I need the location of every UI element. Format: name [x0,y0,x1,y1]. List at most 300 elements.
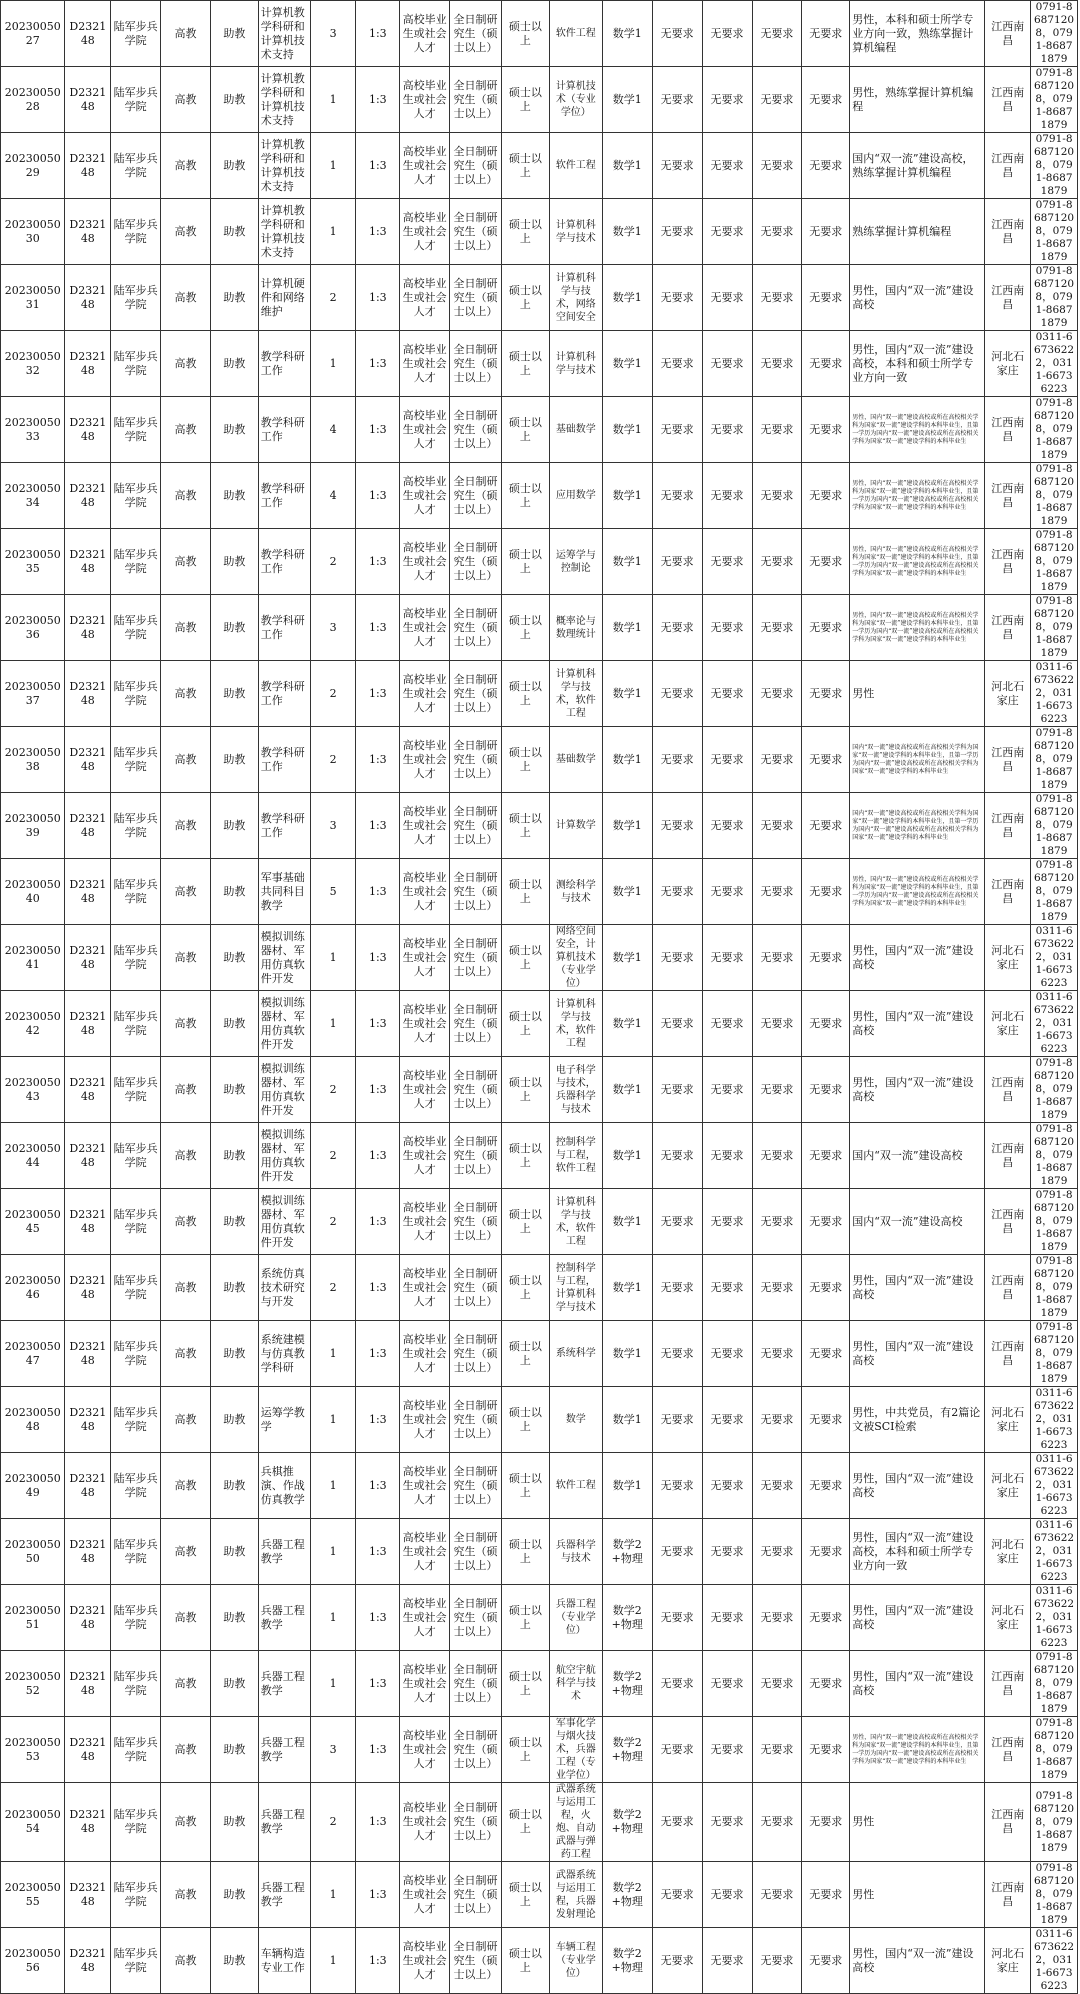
cell-major: 软件工程 [549,1,602,67]
cell-count: 2 [310,265,356,331]
cell-exam: 数学2+物理 [602,1928,652,1994]
cell-education: 全日制研究生（硕士以上） [450,1783,502,1862]
cell-req1: 无要求 [652,265,702,331]
cell-phone: 0791-86871208，0791-86871879 [1031,793,1078,859]
cell-id: 2023005056 [1,1928,65,1994]
cell-location: 江西南昌 [985,529,1031,595]
cell-id: 2023005034 [1,463,65,529]
cell-education: 全日制研究生（硕士以上） [450,793,502,859]
cell-req1: 无要求 [652,1928,702,1994]
cell-degree: 硕士以上 [502,1255,550,1321]
cell-location: 江西南昌 [985,265,1031,331]
cell-unit_code: D232148 [65,1189,111,1255]
cell-req2: 无要求 [702,793,752,859]
cell-count: 1 [310,1321,356,1387]
cell-post: 兵器工程教学 [258,1651,310,1717]
cell-req1: 无要求 [652,727,702,793]
cell-exam: 数学1 [602,1321,652,1387]
cell-phone: 0791-86871208，0791-86871879 [1031,1,1078,67]
cell-unit_code: D232148 [65,133,111,199]
cell-phone: 0791-86871208，0791-86871879 [1031,1189,1078,1255]
cell-count: 1 [310,1928,356,1994]
cell-category: 高教 [161,1453,211,1519]
cell-ratio: 1:3 [356,331,400,397]
cell-phone: 0791-86871208，0791-86871879 [1031,1123,1078,1189]
cell-category: 高教 [161,67,211,133]
cell-req3: 无要求 [752,1585,802,1651]
cell-post: 教学科研工作 [258,463,310,529]
cell-count: 2 [310,529,356,595]
cell-id: 2023005039 [1,793,65,859]
cell-unit_code: D232148 [65,1651,111,1717]
cell-unit_code: D232148 [65,529,111,595]
cell-education: 全日制研究生（硕士以上） [450,331,502,397]
cell-id: 2023005045 [1,1189,65,1255]
table-row [1,1783,1078,1862]
cell-post: 系统建模与仿真教学科研 [258,1321,310,1387]
cell-other: 国内“双一流”建设高校或所在高校相关学科为国家“双一流”建设学科的本科毕业生，且第一学历为国内“双一流”建设高校或所在高校相关学科为国家“双一流”建设学科的本科毕业生 [850,793,985,859]
cell-major: 计算数学 [549,793,602,859]
cell-other: 男性 [850,1783,985,1862]
cell-phone: 0791-86871208，0791-86871879 [1031,463,1078,529]
cell-major: 运筹学与控制论 [549,529,602,595]
cell-unit_code: D232148 [65,1717,111,1783]
cell-other: 男性，国内“双一流”建设高校或所在高校相关学科为国家“双一流”建设学科的本科毕业生，且第一学历为国内“双一流”建设高校或所在高校相关学科为国家“双一流”建设学科的本科毕业生 [850,1717,985,1783]
cell-degree: 硕士以上 [502,133,550,199]
cell-req1: 无要求 [652,991,702,1057]
table-row [1,1123,1078,1189]
cell-other: 男性，国内“双一流”建设高校 [850,991,985,1057]
cell-id: 2023005029 [1,133,65,199]
cell-location: 江西南昌 [985,1651,1031,1717]
cell-post: 军事基础共同科目教学 [258,859,310,925]
cell-other: 男性，本科和硕士所学专业方向一致，熟练掌握计算机编程 [850,1,985,67]
cell-major: 武器系统与运用工程，火炮、自动武器与弹药工程 [549,1783,602,1862]
cell-unit: 陆军步兵学院 [111,397,161,463]
cell-unit: 陆军步兵学院 [111,199,161,265]
table-row [1,1057,1078,1123]
cell-education: 全日制研究生（硕士以上） [450,925,502,991]
cell-req2: 无要求 [702,727,752,793]
table-row [1,925,1078,991]
cell-unit: 陆军步兵学院 [111,925,161,991]
cell-unit_code: D232148 [65,925,111,991]
cell-title: 助教 [210,1453,258,1519]
cell-req4: 无要求 [802,1123,850,1189]
cell-phone: 0791-86871208，0791-86871879 [1031,199,1078,265]
cell-unit_code: D232148 [65,1862,111,1928]
cell-source: 高校毕业生或社会人才 [400,1585,450,1651]
cell-unit: 陆军步兵学院 [111,529,161,595]
cell-location: 河北石家庄 [985,1519,1031,1585]
cell-exam: 数学1 [602,529,652,595]
cell-req3: 无要求 [752,1321,802,1387]
cell-req2: 无要求 [702,397,752,463]
cell-category: 高教 [161,1862,211,1928]
cell-unit_code: D232148 [65,1123,111,1189]
cell-other: 男性，国内“双一流”建设高校 [850,1453,985,1519]
cell-category: 高教 [161,331,211,397]
cell-req3: 无要求 [752,397,802,463]
table-row [1,1585,1078,1651]
cell-source: 高校毕业生或社会人才 [400,661,450,727]
table-row [1,1928,1078,1994]
cell-id: 2023005027 [1,1,65,67]
cell-req3: 无要求 [752,1255,802,1321]
cell-category: 高教 [161,397,211,463]
cell-major: 计算机科学与技术，软件工程 [549,991,602,1057]
cell-exam: 数学1 [602,991,652,1057]
cell-req4: 无要求 [802,1862,850,1928]
table-row [1,1189,1078,1255]
cell-ratio: 1:3 [356,1651,400,1717]
cell-exam: 数学1 [602,661,652,727]
cell-phone: 0791-86871208，0791-86871879 [1031,133,1078,199]
cell-req4: 无要求 [802,265,850,331]
cell-post: 运筹学教学 [258,1387,310,1453]
cell-category: 高教 [161,463,211,529]
cell-major: 基础数学 [549,727,602,793]
table-row [1,463,1078,529]
cell-source: 高校毕业生或社会人才 [400,1783,450,1862]
cell-count: 3 [310,595,356,661]
cell-education: 全日制研究生（硕士以上） [450,199,502,265]
cell-phone: 0311-66736222，0311-66736223 [1031,1453,1078,1519]
cell-exam: 数学1 [602,199,652,265]
cell-degree: 硕士以上 [502,397,550,463]
cell-unit_code: D232148 [65,793,111,859]
cell-category: 高教 [161,529,211,595]
cell-education: 全日制研究生（硕士以上） [450,529,502,595]
cell-count: 1 [310,925,356,991]
cell-phone: 0311-66736222，0311-66736223 [1031,1928,1078,1994]
cell-other: 国内“双一流”建设高校或所在高校相关学科为国家“双一流”建设学科的本科毕业生，且第一学历为国内“双一流”建设高校或所在高校相关学科为国家“双一流”建设学科的本科毕业生 [850,727,985,793]
cell-source: 高校毕业生或社会人才 [400,1519,450,1585]
cell-id: 2023005040 [1,859,65,925]
cell-id: 2023005033 [1,397,65,463]
cell-post: 教学科研工作 [258,595,310,661]
cell-exam: 数学1 [602,1189,652,1255]
cell-ratio: 1:3 [356,529,400,595]
cell-exam: 数学1 [602,397,652,463]
cell-req2: 无要求 [702,1255,752,1321]
cell-location: 江西南昌 [985,1255,1031,1321]
cell-location: 河北石家庄 [985,991,1031,1057]
cell-exam: 数学1 [602,463,652,529]
cell-other: 男性，国内“双一流”建设高校 [850,1928,985,1994]
cell-post: 兵器工程教学 [258,1862,310,1928]
cell-req4: 无要求 [802,991,850,1057]
cell-category: 高教 [161,199,211,265]
cell-id: 2023005055 [1,1862,65,1928]
cell-category: 高教 [161,1255,211,1321]
cell-other: 男性，国内“双一流”建设高校 [850,265,985,331]
cell-title: 助教 [210,265,258,331]
cell-title: 助教 [210,529,258,595]
cell-req1: 无要求 [652,595,702,661]
cell-req4: 无要求 [802,397,850,463]
cell-source: 高校毕业生或社会人才 [400,1651,450,1717]
cell-req3: 无要求 [752,727,802,793]
cell-title: 助教 [210,595,258,661]
cell-degree: 硕士以上 [502,991,550,1057]
cell-major: 兵器工程（专业学位） [549,1585,602,1651]
cell-req2: 无要求 [702,265,752,331]
cell-req4: 无要求 [802,925,850,991]
cell-req1: 无要求 [652,199,702,265]
cell-id: 2023005050 [1,1519,65,1585]
cell-major: 软件工程 [549,133,602,199]
cell-req4: 无要求 [802,199,850,265]
cell-req4: 无要求 [802,331,850,397]
cell-ratio: 1:3 [356,1862,400,1928]
cell-source: 高校毕业生或社会人才 [400,859,450,925]
cell-title: 助教 [210,1321,258,1387]
cell-education: 全日制研究生（硕士以上） [450,133,502,199]
cell-ratio: 1:3 [356,1585,400,1651]
cell-ratio: 1:3 [356,1057,400,1123]
cell-phone: 0791-86871208，0791-86871879 [1031,1862,1078,1928]
cell-id: 2023005030 [1,199,65,265]
cell-unit_code: D232148 [65,1387,111,1453]
cell-education: 全日制研究生（硕士以上） [450,67,502,133]
cell-degree: 硕士以上 [502,1189,550,1255]
cell-exam: 数学1 [602,859,652,925]
cell-major: 兵器科学与技术 [549,1519,602,1585]
cell-source: 高校毕业生或社会人才 [400,199,450,265]
cell-count: 5 [310,859,356,925]
cell-major: 软件工程 [549,1453,602,1519]
cell-source: 高校毕业生或社会人才 [400,1387,450,1453]
cell-phone: 0311-66736222，0311-66736223 [1031,991,1078,1057]
cell-other: 男性，国内“双一流”建设高校或所在高校相关学科为国家“双一流”建设学科的本科毕业生，且第一学历为国内“双一流”建设高校或所在高校相关学科为国家“双一流”建设学科的本科毕业生 [850,529,985,595]
cell-post: 兵器工程教学 [258,1717,310,1783]
cell-location: 江西南昌 [985,463,1031,529]
cell-count: 1 [310,199,356,265]
cell-other: 男性，国内“双一流”建设高校 [850,1321,985,1387]
cell-category: 高教 [161,1387,211,1453]
cell-unit_code: D232148 [65,1,111,67]
cell-count: 1 [310,67,356,133]
cell-title: 助教 [210,1189,258,1255]
cell-req3: 无要求 [752,1783,802,1862]
cell-unit_code: D232148 [65,331,111,397]
cell-unit_code: D232148 [65,67,111,133]
cell-phone: 0791-86871208，0791-86871879 [1031,265,1078,331]
cell-unit_code: D232148 [65,1783,111,1862]
table-row [1,1255,1078,1321]
cell-title: 助教 [210,133,258,199]
cell-id: 2023005048 [1,1387,65,1453]
cell-req2: 无要求 [702,331,752,397]
cell-education: 全日制研究生（硕士以上） [450,1057,502,1123]
cell-degree: 硕士以上 [502,463,550,529]
cell-post: 模拟训练器材、军用仿真软件开发 [258,1057,310,1123]
cell-req1: 无要求 [652,331,702,397]
cell-source: 高校毕业生或社会人才 [400,1189,450,1255]
cell-post: 计算机硬件和网络维护 [258,265,310,331]
cell-other: 男性，国内“双一流”建设高校或所在高校相关学科为国家“双一流”建设学科的本科毕业生，且第一学历为国内“双一流”建设高校或所在高校相关学科为国家“双一流”建设学科的本科毕业生 [850,397,985,463]
cell-unit: 陆军步兵学院 [111,1057,161,1123]
cell-education: 全日制研究生（硕士以上） [450,1862,502,1928]
cell-req2: 无要求 [702,1387,752,1453]
cell-source: 高校毕业生或社会人才 [400,595,450,661]
table-row [1,1651,1078,1717]
table-row [1,1717,1078,1783]
cell-req3: 无要求 [752,1862,802,1928]
cell-req1: 无要求 [652,1255,702,1321]
cell-post: 模拟训练器材、军用仿真软件开发 [258,1123,310,1189]
cell-education: 全日制研究生（硕士以上） [450,1255,502,1321]
cell-other: 男性，中共党员，有2篇论文被SCI检索 [850,1387,985,1453]
cell-count: 1 [310,331,356,397]
cell-category: 高教 [161,1,211,67]
cell-unit: 陆军步兵学院 [111,859,161,925]
cell-req1: 无要求 [652,661,702,727]
cell-req3: 无要求 [752,1651,802,1717]
cell-post: 车辆构造专业工作 [258,1928,310,1994]
cell-education: 全日制研究生（硕士以上） [450,727,502,793]
cell-post: 教学科研工作 [258,793,310,859]
cell-req2: 无要求 [702,1321,752,1387]
cell-ratio: 1:3 [356,265,400,331]
cell-req1: 无要求 [652,1783,702,1862]
cell-req3: 无要求 [752,1453,802,1519]
cell-req4: 无要求 [802,1,850,67]
cell-unit: 陆军步兵学院 [111,1783,161,1862]
cell-unit_code: D232148 [65,595,111,661]
cell-other: 男性，国内“双一流”建设高校 [850,1255,985,1321]
cell-req1: 无要求 [652,925,702,991]
cell-unit: 陆军步兵学院 [111,661,161,727]
cell-education: 全日制研究生（硕士以上） [450,1585,502,1651]
cell-id: 2023005042 [1,991,65,1057]
cell-id: 2023005047 [1,1321,65,1387]
cell-req3: 无要求 [752,1928,802,1994]
cell-education: 全日制研究生（硕士以上） [450,1928,502,1994]
cell-title: 助教 [210,199,258,265]
cell-category: 高教 [161,1189,211,1255]
cell-location: 河北石家庄 [985,661,1031,727]
cell-req2: 无要求 [702,925,752,991]
cell-category: 高教 [161,133,211,199]
cell-category: 高教 [161,1928,211,1994]
cell-degree: 硕士以上 [502,1519,550,1585]
cell-phone: 0311-66736222，0311-66736223 [1031,925,1078,991]
cell-major: 军事化学与烟火技术，兵器工程（专业学位） [549,1717,602,1783]
cell-req4: 无要求 [802,595,850,661]
cell-req3: 无要求 [752,1123,802,1189]
cell-req1: 无要求 [652,1,702,67]
cell-exam: 数学1 [602,1453,652,1519]
cell-req3: 无要求 [752,1057,802,1123]
cell-category: 高教 [161,1717,211,1783]
cell-location: 江西南昌 [985,1123,1031,1189]
cell-req2: 无要求 [702,1585,752,1651]
cell-title: 助教 [210,1123,258,1189]
cell-source: 高校毕业生或社会人才 [400,529,450,595]
cell-other: 国内“双一流”建设高校，熟练掌握计算机编程 [850,133,985,199]
cell-id: 2023005032 [1,331,65,397]
cell-req4: 无要求 [802,1255,850,1321]
cell-req3: 无要求 [752,463,802,529]
cell-req2: 无要求 [702,463,752,529]
cell-exam: 数学1 [602,1255,652,1321]
cell-ratio: 1:3 [356,925,400,991]
cell-phone: 0311-66736222，0311-66736223 [1031,1585,1078,1651]
cell-post: 教学科研工作 [258,331,310,397]
cell-phone: 0791-86871208，0791-86871879 [1031,1651,1078,1717]
cell-req1: 无要求 [652,793,702,859]
cell-req1: 无要求 [652,1519,702,1585]
cell-ratio: 1:3 [356,67,400,133]
cell-title: 助教 [210,67,258,133]
cell-source: 高校毕业生或社会人才 [400,397,450,463]
cell-req4: 无要求 [802,67,850,133]
cell-education: 全日制研究生（硕士以上） [450,1453,502,1519]
cell-id: 2023005036 [1,595,65,661]
table-body [1,1,1078,1994]
cell-ratio: 1:3 [356,793,400,859]
cell-req3: 无要求 [752,661,802,727]
cell-education: 全日制研究生（硕士以上） [450,1387,502,1453]
cell-location: 河北石家庄 [985,1928,1031,1994]
cell-post: 计算机教学科研和计算机技术支持 [258,1,310,67]
cell-unit_code: D232148 [65,199,111,265]
cell-other: 男性 [850,1862,985,1928]
cell-phone: 0311-66736222，0311-66736223 [1031,331,1078,397]
cell-unit: 陆军步兵学院 [111,1255,161,1321]
cell-req4: 无要求 [802,1585,850,1651]
cell-source: 高校毕业生或社会人才 [400,991,450,1057]
table-row [1,1519,1078,1585]
cell-location: 江西南昌 [985,1862,1031,1928]
cell-req4: 无要求 [802,1321,850,1387]
cell-major: 概率论与数理统计 [549,595,602,661]
cell-other: 国内“双一流”建设高校 [850,1189,985,1255]
cell-source: 高校毕业生或社会人才 [400,1928,450,1994]
cell-unit: 陆军步兵学院 [111,463,161,529]
cell-ratio: 1:3 [356,1189,400,1255]
cell-title: 助教 [210,991,258,1057]
cell-education: 全日制研究生（硕士以上） [450,859,502,925]
cell-ratio: 1:3 [356,199,400,265]
cell-req4: 无要求 [802,1651,850,1717]
cell-exam: 数学1 [602,793,652,859]
cell-unit: 陆军步兵学院 [111,1,161,67]
cell-ratio: 1:3 [356,1453,400,1519]
cell-exam: 数学1 [602,67,652,133]
cell-req2: 无要求 [702,1,752,67]
cell-count: 2 [310,1057,356,1123]
cell-location: 江西南昌 [985,67,1031,133]
cell-education: 全日制研究生（硕士以上） [450,595,502,661]
cell-req2: 无要求 [702,67,752,133]
cell-exam: 数学1 [602,727,652,793]
cell-req3: 无要求 [752,859,802,925]
cell-degree: 硕士以上 [502,727,550,793]
cell-count: 2 [310,1255,356,1321]
cell-count: 1 [310,1585,356,1651]
cell-req4: 无要求 [802,1519,850,1585]
cell-location: 江西南昌 [985,133,1031,199]
cell-count: 1 [310,1453,356,1519]
cell-degree: 硕士以上 [502,1928,550,1994]
cell-unit: 陆军步兵学院 [111,1387,161,1453]
cell-unit: 陆军步兵学院 [111,1321,161,1387]
cell-major: 控制科学与工程，软件工程 [549,1123,602,1189]
cell-location: 河北石家庄 [985,1453,1031,1519]
